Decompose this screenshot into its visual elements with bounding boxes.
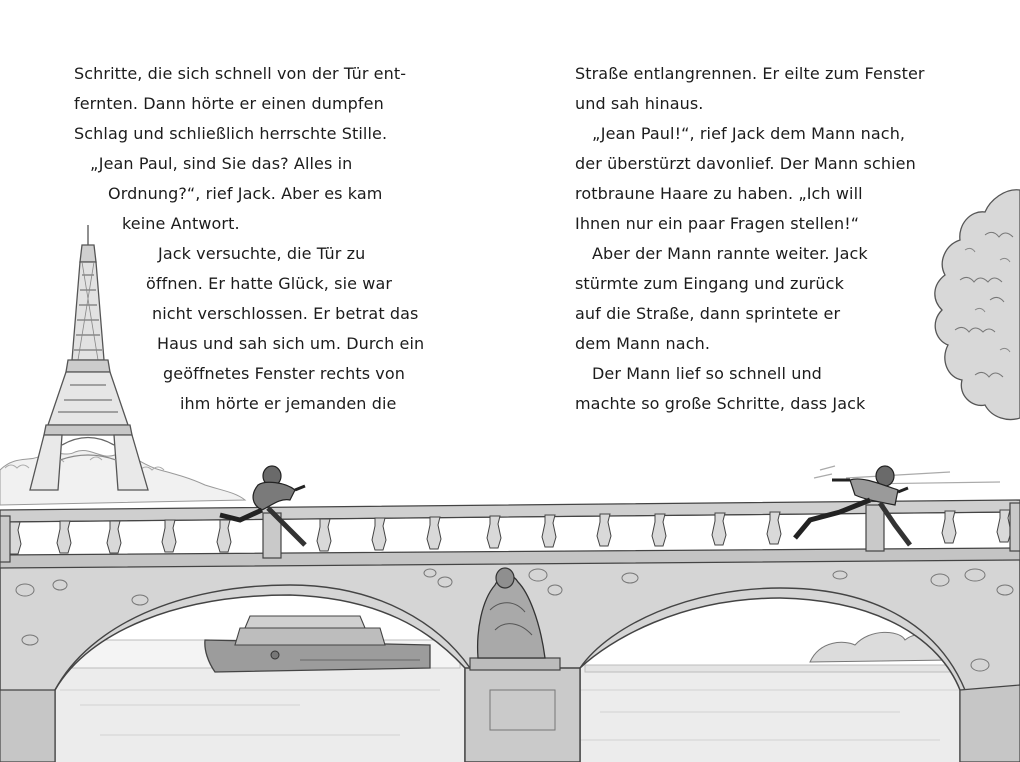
eiffel-tower xyxy=(30,225,148,490)
left-line-9: nicht verschlossen. Er betrat das xyxy=(152,304,419,323)
right-line-7: Aber der Mann rannte weiter. Jack xyxy=(592,244,868,263)
right-line-10: dem Mann nach. xyxy=(575,334,711,353)
right-line-1: Straße entlangrennen. Er eilte zum Fenster xyxy=(575,64,925,83)
left-line-5: Ordnung?“, rief Jack. Aber es kam xyxy=(108,184,383,203)
left-line-7: Jack versuchte, die Tür zu xyxy=(158,244,366,263)
boat xyxy=(205,616,430,672)
left-line-4: „Jean Paul, sind Sie das? Alles in xyxy=(90,154,353,173)
left-line-12: ihm hörte er jemanden die xyxy=(180,394,397,413)
right-line-4: der überstürzt davonlief. Der Mann schien xyxy=(575,154,916,173)
left-line-1: Schritte, die sich schnell von der Tür ent- xyxy=(74,64,407,83)
left-line-2: fernten. Dann hörte er einen dumpfen xyxy=(74,94,384,113)
right-line-3: „Jean Paul!“, rief Jack dem Mann nach, xyxy=(592,124,906,143)
right-line-8: stürmte zum Eingang und zurück xyxy=(575,274,844,293)
right-line-12: machte so große Schritte, dass Jack xyxy=(575,394,866,413)
left-line-10: Haus und sah sich um. Durch ein xyxy=(157,334,425,353)
right-line-9: auf die Straße, dann sprintete er xyxy=(575,304,841,323)
left-line-3: Schlag und schließlich herrschte Stille. xyxy=(74,124,388,143)
tree xyxy=(935,190,1020,420)
left-line-8: öffnen. Er hatte Glück, sie war xyxy=(146,274,393,293)
right-line-5: rotbraune Haare zu haben. „Ich will xyxy=(575,184,863,203)
left-line-11: geöffnetes Fenster rechts von xyxy=(163,364,406,383)
left-line-6: keine Antwort. xyxy=(122,214,240,233)
right-line-6: Ihnen nur ein paar Fragen stellen!“ xyxy=(575,214,860,233)
right-line-11: Der Mann lief so schnell und xyxy=(592,364,822,383)
right-line-2: und sah hinaus. xyxy=(575,94,704,113)
